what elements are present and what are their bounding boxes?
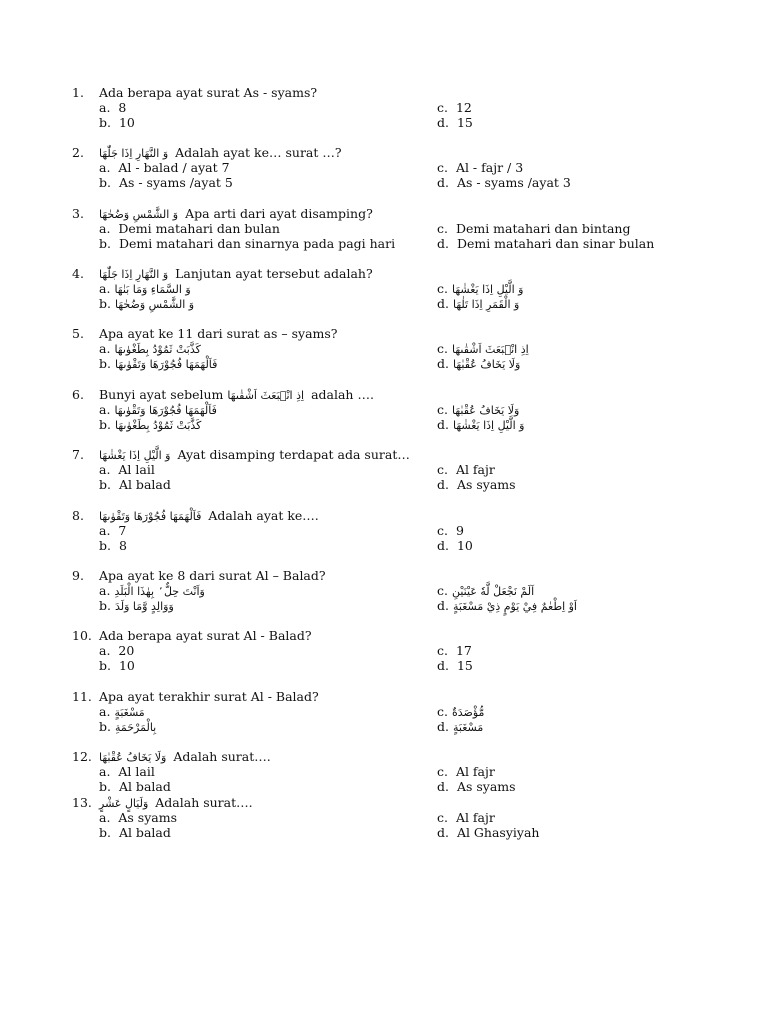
question (72, 447, 692, 492)
answer-options (99, 100, 692, 130)
answer-options (99, 704, 692, 734)
option-label: b. (99, 175, 111, 190)
answer-option (99, 175, 233, 190)
option-label: b. (99, 356, 111, 371)
answer-option (437, 462, 495, 477)
question-line (72, 795, 692, 810)
option-arabic: اَلَمْ نَجْعَلْ لَّهٗ عَيْنَيْنِ (451, 585, 535, 598)
question-text (99, 85, 317, 100)
option-label: a. (99, 462, 111, 477)
question (72, 689, 692, 734)
arabic-verse: وَ النَّهَارِ اِذَا جَلّٰهَا (99, 268, 169, 281)
answer-option (99, 160, 230, 175)
option-text: 10 (118, 658, 135, 673)
answer-option (437, 583, 534, 599)
answer-options (99, 402, 692, 432)
question-body: Ada berapa ayat surat As - syams? (99, 85, 318, 100)
question-body: Adalah ayat ke… surat …? (175, 145, 342, 160)
question-body: Apa ayat terakhir surat Al - Balad? (99, 689, 319, 704)
option-label: b. (99, 719, 111, 734)
answer-option (99, 341, 201, 357)
question-body: adalah …. (311, 387, 374, 402)
option-label: c. (437, 523, 448, 538)
option-arabic: وَ الْقَمَرِ اِذَا تَلٰهَا (452, 298, 520, 311)
option-arabic: اِذِ انْۢبَعَثَ اَشْقٰىهَا (451, 343, 529, 356)
question (72, 387, 692, 432)
question-body: Ada berapa ayat surat Al - Balad? (99, 628, 312, 643)
question-text (99, 568, 326, 583)
option-row (99, 296, 692, 311)
option-label: b. (99, 825, 111, 840)
answer-option (437, 160, 523, 175)
option-row (99, 236, 692, 251)
option-row (99, 100, 692, 115)
answer-options (99, 221, 692, 251)
option-row (99, 719, 692, 734)
option-row (99, 658, 692, 673)
answer-option (99, 477, 171, 492)
option-label: b. (99, 296, 111, 311)
question-line (72, 628, 692, 643)
answer-option (437, 779, 516, 794)
option-label: c. (437, 160, 448, 175)
option-label: d. (437, 598, 449, 613)
option-text: Al balad (118, 825, 171, 840)
arabic-verse: وَ الشَّمْسِ وَضُحٰهَا (99, 208, 179, 221)
option-label: d. (437, 658, 449, 673)
option-label: c. (437, 643, 448, 658)
option-text: Al Ghasyiyah (456, 825, 540, 840)
answer-option (99, 643, 134, 658)
answer-option (99, 538, 127, 553)
option-label: b. (99, 477, 111, 492)
option-text: 12 (455, 100, 472, 115)
option-arabic: مُّؤْصَدَةٌ (451, 706, 485, 719)
question-body: Adalah surat…. (155, 795, 253, 810)
question-number: 9. (72, 568, 84, 583)
option-label: c. (437, 462, 448, 477)
question-body: Ayat disamping terdapat ada surat… (177, 447, 410, 462)
answer-option (437, 417, 524, 433)
option-text: As syams (118, 810, 178, 825)
answer-option (437, 115, 473, 130)
option-label: c. (437, 341, 448, 356)
question-body: Adalah surat…. (173, 749, 271, 764)
option-label: c. (437, 100, 448, 115)
option-text: Al balad (118, 779, 171, 794)
question-text (99, 689, 319, 704)
question-number: 5. (72, 326, 84, 341)
answer-option (437, 236, 654, 251)
question-line (72, 568, 692, 583)
option-text: As - syams /ayat 5 (118, 175, 233, 190)
option-text: Demi matahari dan sinarnya pada pagi hari (118, 236, 396, 251)
option-label: d. (437, 115, 449, 130)
option-text: Al lail (118, 764, 155, 779)
answer-option (99, 402, 217, 418)
answer-option (99, 221, 280, 236)
answer-options (99, 341, 692, 371)
option-arabic: وَلَا يَخَافُ عُقْبٰهَا (452, 358, 521, 371)
option-label: a. (99, 583, 111, 598)
question (72, 749, 692, 794)
option-label: d. (437, 236, 449, 251)
answer-option (437, 658, 473, 673)
answer-option (437, 598, 577, 614)
option-arabic: وَوَالِدٍ وَّمَا وَلَدَ (114, 600, 174, 613)
option-arabic: وَ الَّيْلِ اِذَا يَغْشٰهَا (451, 283, 524, 296)
question (72, 568, 692, 613)
option-row (99, 764, 692, 779)
option-label: a. (99, 221, 111, 236)
question-line (72, 387, 692, 402)
option-label: d. (437, 779, 449, 794)
option-label: c. (437, 810, 448, 825)
question-text (99, 749, 271, 764)
question-text (99, 326, 338, 341)
option-text: Demi matahari dan sinar bulan (456, 236, 655, 251)
option-row (99, 115, 692, 130)
question (72, 145, 692, 190)
option-arabic: وَ السَّمَاءِ وَمَا بَنٰهَا (114, 283, 191, 296)
option-row (99, 704, 692, 719)
question-number: 10. (72, 628, 92, 643)
option-text: 20 (118, 643, 135, 658)
question-text (99, 387, 374, 402)
option-label: a. (99, 341, 111, 356)
option-text: 9 (455, 523, 464, 538)
option-arabic: مَسْغَبَةٍ (114, 706, 145, 719)
question-line (72, 447, 692, 462)
answer-option (99, 296, 194, 312)
answer-options (99, 160, 692, 190)
option-text: Al lail (118, 462, 155, 477)
option-text: 8 (118, 100, 127, 115)
question-text (99, 206, 373, 221)
option-row (99, 523, 692, 538)
option-label: a. (99, 523, 111, 538)
answer-option (437, 810, 495, 825)
answer-option (437, 477, 516, 492)
option-text: 15 (456, 115, 473, 130)
question-body: Apa ayat ke 11 dari surat as – syams? (99, 326, 338, 341)
answer-option (437, 523, 464, 538)
question-line (72, 326, 692, 341)
answer-option (99, 598, 174, 614)
option-row (99, 598, 692, 613)
option-text: Al fajr (455, 810, 495, 825)
question-number: 2. (72, 145, 84, 160)
question-line (72, 85, 692, 100)
question-body: Adalah ayat ke…. (208, 508, 319, 523)
question-line (72, 145, 692, 160)
option-arabic: وَ الَّيْلِ اِذَا يَغْشٰهَا (452, 419, 525, 432)
option-row (99, 462, 692, 477)
option-arabic: كَذَّبَتْ ثَمُوْدُ بِطَغْوٰىهَا (114, 419, 202, 432)
arabic-verse: فَاَلْهَمَهَا فُجُوْرَهَا وَتَقْوٰىهَا (99, 510, 202, 523)
option-label: b. (99, 779, 111, 794)
option-row (99, 281, 692, 296)
question-number: 7. (72, 447, 84, 462)
option-row (99, 779, 692, 794)
option-row (99, 160, 692, 175)
option-text: 15 (456, 658, 473, 673)
option-label: d. (437, 296, 449, 311)
option-text: Al fajr (455, 462, 495, 477)
option-text: Demi matahari dan bulan (118, 221, 280, 236)
answer-option (99, 719, 156, 735)
question-text (99, 266, 373, 281)
option-label: c. (437, 281, 448, 296)
answer-option (99, 356, 217, 372)
answer-option (99, 523, 126, 538)
option-label: a. (99, 281, 111, 296)
question-number: 8. (72, 508, 84, 523)
option-label: d. (437, 417, 449, 432)
option-arabic: فَاَلْهَمَهَا فُجُوْرَهَا وَتَقْوٰىهَا (114, 404, 217, 417)
option-row (99, 356, 692, 371)
question-number: 11. (72, 689, 92, 704)
option-label: b. (99, 538, 111, 553)
option-text: 10 (456, 538, 473, 553)
question-text (99, 628, 312, 643)
question (72, 85, 692, 130)
answer-option (99, 658, 135, 673)
option-text: Al - fajr / 3 (455, 160, 524, 175)
arabic-verse: وَ الَّيْلِ اِذَا يَغْشٰهَا (99, 449, 171, 462)
arabic-verse: اِذِ انْۢبَعَثَ اَشْقٰىهَا (227, 389, 305, 402)
option-text: 8 (118, 538, 127, 553)
option-label: a. (99, 100, 111, 115)
option-row (99, 341, 692, 356)
answer-option (437, 100, 472, 115)
option-label: c. (437, 764, 448, 779)
option-label: a. (99, 643, 111, 658)
answer-options (99, 281, 692, 311)
question-text (99, 145, 342, 160)
option-label: b. (99, 417, 111, 432)
answer-option (437, 175, 571, 190)
answer-option (437, 643, 472, 658)
answer-options (99, 643, 692, 673)
option-label: a. (99, 704, 111, 719)
option-text: 7 (118, 523, 127, 538)
option-text: Al fajr (455, 764, 495, 779)
answer-option (437, 764, 495, 779)
option-row (99, 643, 692, 658)
option-row (99, 417, 692, 432)
option-text: Al balad (118, 477, 171, 492)
option-label: b. (99, 658, 111, 673)
question-body: Apa ayat ke 8 dari surat Al – Balad? (99, 568, 326, 583)
option-label: a. (99, 810, 111, 825)
arabic-verse: وَ النَّهَارِ اِذَا جَلّٰهَا (99, 147, 169, 160)
question-body: Apa arti dari ayat disamping? (185, 206, 373, 221)
option-text: 17 (455, 643, 472, 658)
answer-option (437, 281, 523, 297)
question-line (72, 689, 692, 704)
question (72, 628, 692, 673)
answer-option (99, 825, 171, 840)
question (72, 206, 692, 251)
option-arabic: مَسْغَبَةٍ (452, 721, 484, 734)
answer-options (99, 810, 692, 840)
answer-option (437, 402, 519, 418)
question-number: 12. (72, 749, 92, 764)
answer-option (99, 100, 126, 115)
question-line (72, 206, 692, 221)
option-label: d. (437, 719, 449, 734)
option-text: 10 (118, 115, 135, 130)
question-line (72, 508, 692, 523)
option-label: c. (437, 583, 448, 598)
question-text (99, 447, 410, 462)
option-label: a. (99, 764, 111, 779)
question-line (72, 266, 692, 281)
answer-option (437, 825, 539, 840)
option-label: d. (437, 538, 449, 553)
option-label: d. (437, 175, 449, 190)
option-label: a. (99, 402, 111, 417)
answer-option (99, 236, 395, 251)
answer-options (99, 523, 692, 553)
question-text (99, 508, 319, 523)
option-label: b. (99, 115, 111, 130)
answer-option (99, 462, 155, 477)
question (72, 266, 692, 311)
option-row (99, 583, 692, 598)
answer-option (437, 296, 519, 312)
answer-option (437, 704, 484, 720)
option-arabic: وَاَنْتَ حِلٌّ ۢ بِهٰذَا الْبَلَدِ (114, 585, 205, 598)
option-text: As syams (456, 477, 516, 492)
answer-option (437, 538, 473, 553)
question-body: Lanjutan ayat tersebut adalah? (175, 266, 373, 281)
option-label: d. (437, 477, 449, 492)
answer-option (437, 719, 483, 735)
answer-options (99, 583, 692, 613)
question-line (72, 749, 692, 764)
option-label: c. (437, 402, 448, 417)
answer-option (99, 417, 201, 433)
option-text: Al - balad / ayat 7 (118, 160, 230, 175)
answer-option (99, 764, 155, 779)
option-arabic: وَ الشَّمْسِ وَضُحٰهَا (114, 298, 195, 311)
question-number: 4. (72, 266, 84, 281)
option-label: a. (99, 160, 111, 175)
answer-option (437, 341, 529, 357)
question (72, 795, 692, 840)
option-label: d. (437, 356, 449, 371)
option-label: c. (437, 221, 448, 236)
answer-option (99, 583, 205, 599)
option-label: c. (437, 704, 448, 719)
question-text (99, 795, 253, 810)
option-text: Demi matahari dan bintang (455, 221, 631, 236)
answer-option (437, 221, 630, 236)
arabic-verse: وَلَا يَخَافُ عُقْبٰهَا (99, 751, 167, 764)
option-label: b. (99, 236, 111, 251)
question (72, 508, 692, 553)
option-row (99, 538, 692, 553)
option-arabic: وَلَا يَخَافُ عُقْبٰهَا (451, 404, 520, 417)
answer-option (437, 356, 520, 372)
question-number: 6. (72, 387, 84, 402)
option-label: b. (99, 598, 111, 613)
option-arabic: بِالْمَرْحَمَةِ (114, 721, 157, 734)
question-number: 3. (72, 206, 84, 221)
option-arabic: فَاَلْهَمَهَا فُجُوْرَهَا وَتَقْوٰىهَا (114, 358, 218, 371)
option-row (99, 477, 692, 492)
answer-option (99, 115, 135, 130)
option-row (99, 175, 692, 190)
answer-option (99, 704, 145, 720)
option-label: d. (437, 825, 449, 840)
answer-options (99, 462, 692, 492)
question (72, 326, 692, 371)
option-text: As - syams /ayat 3 (456, 175, 571, 190)
option-arabic: اَوْ اِطْعٰمٌ فِيْ يَوْمٍ ذِيْ مَسْغَبَةٍ (452, 600, 577, 613)
option-row (99, 402, 692, 417)
arabic-verse: وَلَيَالٍ عَشْرٍ (99, 797, 149, 810)
question-prefix: Bunyi ayat sebelum (99, 387, 224, 402)
question-number: 13. (72, 795, 92, 810)
option-row (99, 825, 692, 840)
answer-option (99, 779, 171, 794)
question-number: 1. (72, 85, 84, 100)
option-row (99, 810, 692, 825)
answer-option (99, 281, 191, 297)
answer-options (99, 764, 692, 794)
answer-option (99, 810, 177, 825)
option-text: As syams (456, 779, 516, 794)
option-row (99, 221, 692, 236)
option-arabic: كَذَّبَتْ ثَمُوْدُ بِطَغْوٰىهَا (114, 343, 201, 356)
